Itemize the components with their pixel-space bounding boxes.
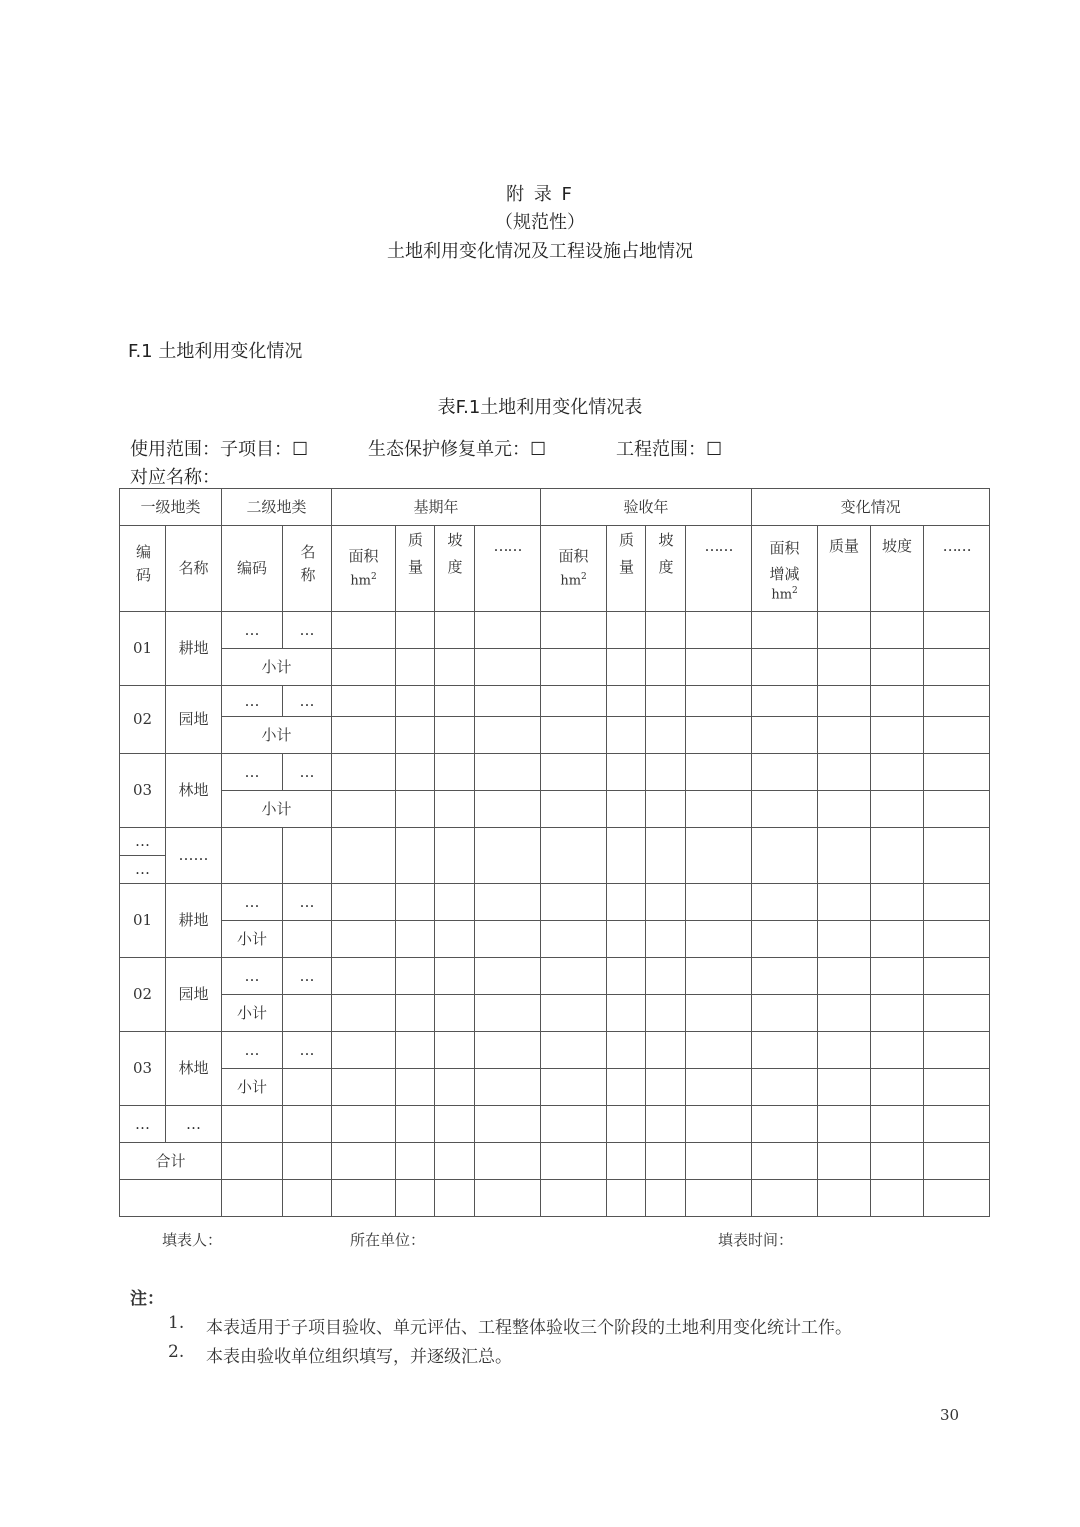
land-use-table [119,488,990,1217]
cell-dots: … [222,1032,283,1069]
subheader-accept-quality: 质量 [607,526,646,612]
table-row [120,1180,990,1217]
header-base-year: 基期年 [332,489,541,526]
cell-dots: … [120,828,166,856]
scope-project: 工程范围：☐ [616,439,723,460]
row-code: 03 [120,1032,166,1106]
cell-dots: … [283,884,332,921]
cell-subtotal: 小计 [222,1069,283,1106]
footer-filler: 填表人： [162,1231,223,1249]
row-name: 耕地 [166,612,222,686]
subheader-base-quality: 质量 [396,526,435,612]
subheader-accept-area: 面积 $hm^2$ [541,526,607,612]
subheader-change-slope: 坡度 [871,526,924,612]
subheader-area-change: 面积增减 $hm^2$ [752,526,818,612]
cell-dots: … [222,958,283,995]
subheader-accept-slope: 坡度 [646,526,686,612]
row-code: 03 [120,754,166,828]
table-row [120,828,990,856]
cell-dots: … [222,884,283,921]
table-row [120,717,990,754]
table-row [120,686,990,717]
note-text: 本表适用于子项目验收、单元评估、工程整体验收三个阶段的土地利用变化统计工作。 [206,1318,852,1338]
appendix-nature: （规范性） [495,212,585,233]
cell-subtotal: 小计 [222,995,283,1032]
cell-dots: … [222,754,283,791]
table-row [120,791,990,828]
subheader-change-more: …… [924,526,990,612]
row-name: 林地 [166,754,222,828]
section-heading: F.1 土地利用变化情况 [128,341,303,362]
scope-label: 使用范围：子项目：☐ [130,439,309,460]
subheader-code2: 编码 [222,526,283,612]
appendix-subtitle: 土地利用变化情况及工程设施占地情况 [387,241,693,262]
table-row [120,1032,990,1069]
table-row [120,884,990,921]
note-number: 2. [168,1342,185,1362]
row-code: 01 [120,884,166,958]
appendix-title: 附 录 F [506,184,574,205]
header-level2: 二级地类 [222,489,332,526]
footer-time: 填表时间： [718,1231,794,1249]
table-row [120,612,990,649]
table-row [120,1143,990,1180]
subheader-change-quality: 质量 [818,526,871,612]
note-number: 1. [168,1313,185,1333]
subheader-base-area: 面积 $hm^2$ [332,526,396,612]
row-name: 耕地 [166,884,222,958]
subheader-base-slope: 坡度 [435,526,475,612]
subheader-base-more: …… [475,526,541,612]
table-row [120,1106,990,1143]
page-number: 30 [940,1406,960,1424]
subheader-code1: 编码 [120,526,166,612]
table-caption: 表F.1土地利用变化情况表 [437,397,643,418]
subheader-name1: 名称 [166,526,222,612]
footer-unit: 所在单位： [350,1231,426,1249]
cell-dots: … [283,686,332,717]
cell-subtotal: 小计 [222,791,332,828]
row-name: 园地 [166,958,222,1032]
table-row [120,754,990,791]
cell-dots: … [222,612,283,649]
cell-dots: … [283,958,332,995]
scope-unit: 生态保护修复单元：☐ [368,439,547,460]
table-row [120,995,990,1032]
cell-dots-long: …… [166,828,222,884]
header-change: 变化情况 [752,489,990,526]
header-accept-year: 验收年 [541,489,752,526]
cell-subtotal: 小计 [222,921,283,958]
name-label: 对应名称： [130,467,220,488]
cell-subtotal: 小计 [222,717,332,754]
header-level1: 一级地类 [120,489,222,526]
cell-subtotal: 小计 [222,649,332,686]
table-row [120,1069,990,1106]
cell-dots: … [283,612,332,649]
notes-title: 注： [130,1289,164,1309]
cell-dots: … [120,1106,166,1143]
table-row [120,958,990,995]
note-text: 本表由验收单位组织填写，并逐级汇总。 [206,1347,512,1367]
row-name: 林地 [166,1032,222,1106]
cell-total: 合计 [120,1143,222,1180]
cell-dots: … [222,686,283,717]
subheader-name2: 名称 [283,526,332,612]
row-code: 01 [120,612,166,686]
cell-dots: … [166,1106,222,1143]
subheader-accept-more: …… [686,526,752,612]
table-row [120,649,990,686]
row-code: 02 [120,958,166,1032]
cell-dots: … [120,856,166,884]
table-row [120,921,990,958]
row-code: 02 [120,686,166,754]
cell-dots: … [283,754,332,791]
cell-dots: … [283,1032,332,1069]
row-name: 园地 [166,686,222,754]
